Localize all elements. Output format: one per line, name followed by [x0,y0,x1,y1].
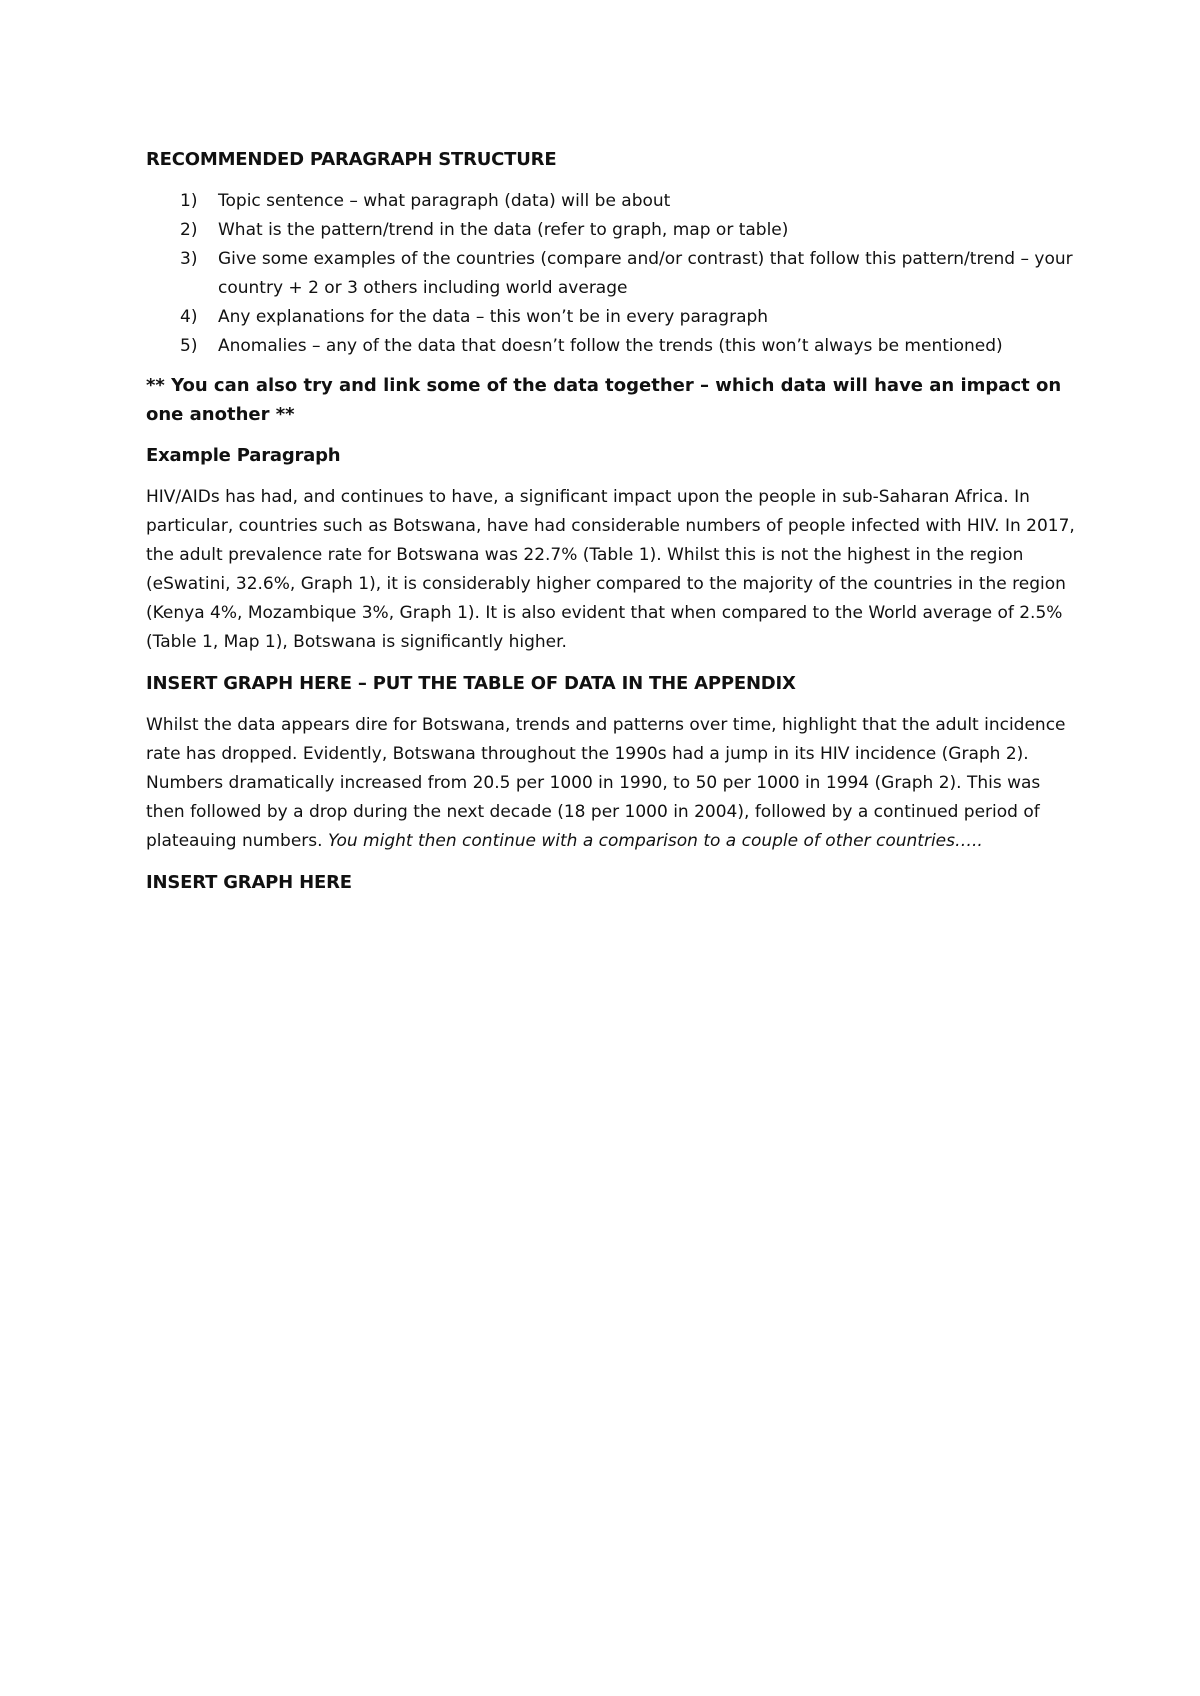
list-text: Give some examples of the countries (compare and/or contrast) that follow this pattern/trend – your country + 2 or 3 others including world average [218,249,1073,298]
list-number: 2) [180,220,198,240]
insert-graph-instruction-2: INSERT GRAPH HERE [146,872,352,893]
list-text: Anomalies – any of the data that doesn’t follow the trends (this won’t always be mentioned) [218,336,1003,356]
list-item [146,187,1076,216]
document-content [146,145,1076,910]
list-number: 3) [180,249,198,269]
list-number: 1) [180,191,198,211]
example-heading: Example Paragraph [146,445,341,466]
linking-note: ** You can also try and link some of the data together – which data will have an impact on one another ** [146,375,1062,425]
list-item [146,303,1076,332]
example-paragraph-1: HIV/AIDs has had, and continues to have, a significant impact upon the people in sub-Saharan Africa. In particular, countries such as Botswana, have had considerable numbers of people infected with HIV. In 2017, the adult prevalence rate for Botswana was 22.7% (Table 1). Whilst this is not the highest in the region (eSwatini, 32.6%, Graph 1), it is considerably higher compared to the majority of the countries in the region (Kenya 4%, Mozambique 3%, Graph 1). It is also evident that when compared to the World average of 2.5% (Table 1, Map 1), Botswana is significantly higher. [146,487,1075,652]
insert-graph-instruction-1: INSERT GRAPH HERE – PUT THE TABLE OF DATA IN THE APPENDIX [146,673,796,694]
list-text: Any explanations for the data – this won’t be in every paragraph [218,307,769,327]
section-heading: RECOMMENDED PARAGRAPH STRUCTURE [146,149,557,170]
example-paragraph-2-text: Whilst the data appears dire for Botswana, trends and patterns over time, highlight that the adult incidence rate has dropped. Evidently, Botswana throughout the 1990s had a jump in its HIV incidence (Graph 2). Numbers dramatically increased from 20.5 per 1000 in 1990, to 50 per 1000 in 1994 (Graph 2). This was then followed by a drop during the next decade (18 per 1000 in 2004), followed by a continued period of plateauing numbers. [146,715,1066,851]
list-text: What is the pattern/trend in the data (refer to graph, map or table) [218,220,789,240]
list-number: 5) [180,336,198,356]
list-number: 4) [180,307,198,327]
structure-list [146,187,1076,361]
example-paragraph-2 [146,711,1076,856]
list-item [146,245,1076,303]
list-text: Topic sentence – what paragraph (data) will be about [218,191,671,211]
list-item [146,216,1076,245]
example-paragraph-2-italic: You might then continue with a comparison to a couple of other countries….. [327,831,983,851]
list-item [146,332,1076,361]
